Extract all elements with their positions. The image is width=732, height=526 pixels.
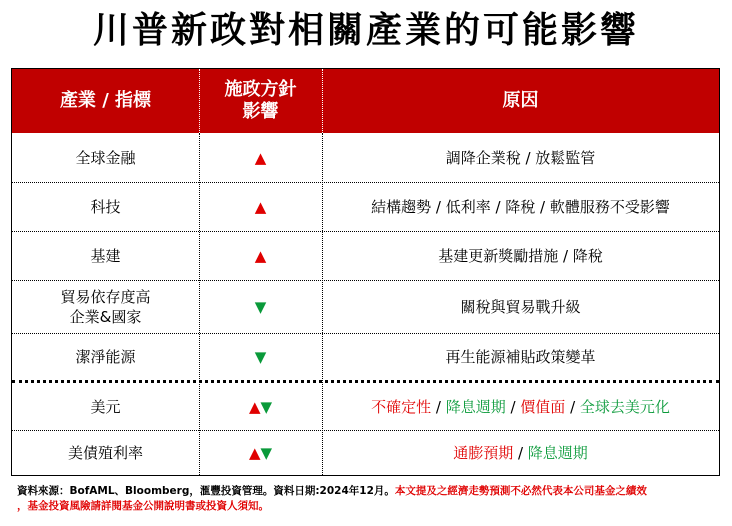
reason-separator: / <box>513 443 528 462</box>
header-divider <box>322 69 323 133</box>
impact-cell <box>199 182 322 231</box>
impact-cell <box>199 133 322 182</box>
reason-part: 全球去美元化 <box>579 397 670 416</box>
down-arrow-icon: ▼ <box>260 443 273 462</box>
up-arrow-icon: ▲ <box>254 197 267 216</box>
industry-cell: 全球金融 <box>75 148 136 167</box>
table-row <box>12 280 719 333</box>
impact-table <box>11 68 720 476</box>
industry-cell: 基建 <box>90 246 121 265</box>
reason-separator: / <box>505 397 521 416</box>
reason-separator: / <box>431 397 446 416</box>
table-row <box>12 333 719 380</box>
impact-cell <box>199 333 322 380</box>
industry-line2: 企業&國家 <box>69 307 142 326</box>
header-reason: 原因 <box>502 90 539 111</box>
table-row <box>12 182 719 231</box>
up-arrow-icon: ▲ <box>254 148 267 167</box>
reason-cell: 再生能源補貼政策變革 <box>445 347 596 366</box>
down-arrow-icon: ▼ <box>254 297 267 316</box>
reason-cell <box>322 430 719 475</box>
reason-part: 降息週期 <box>527 443 588 462</box>
table-row <box>12 430 719 475</box>
reason-separator: / <box>565 397 580 416</box>
reason-cell: 調降企業稅 / 放鬆監管 <box>445 148 596 167</box>
reason-cell: 關稅與貿易戰升級 <box>460 297 581 316</box>
footnote-disclaimer: 本文提及之經濟走勢預測不必然代表本公司基金之績效 <box>394 485 647 497</box>
reason-cell: 結構趨勢 / 低利率 / 降稅 / 軟體服務不受影響 <box>371 197 670 216</box>
up-arrow-icon: ▲ <box>248 397 261 416</box>
header-industry: 產業 / 指標 <box>59 90 152 111</box>
down-arrow-icon: ▼ <box>260 397 273 416</box>
industry-cell: 美債殖利率 <box>67 443 143 462</box>
down-arrow-icon: ▼ <box>254 347 267 366</box>
industry-cell <box>12 280 199 333</box>
reason-cell: 基建更新獎勵措施 / 降稅 <box>438 246 603 265</box>
impact-cell <box>199 383 322 430</box>
header-impact-line1: 施政方針 <box>224 79 297 100</box>
header-impact <box>199 69 322 133</box>
header-impact-line2: 影響 <box>242 101 279 122</box>
impact-cell <box>199 430 322 475</box>
impact-cell <box>199 280 322 333</box>
table-row <box>12 133 719 182</box>
header-divider <box>199 69 200 133</box>
up-arrow-icon: ▲ <box>248 443 261 462</box>
table-row <box>12 383 719 430</box>
footnote-source: 資料來源：BofAML、Bloomberg，滙豐投資管理。資料日期:2024年12月。 <box>17 485 395 497</box>
table-header <box>12 69 719 133</box>
page-title: 川普新政對相關產業的可能影響 <box>92 10 639 51</box>
industry-cell: 美元 <box>90 397 121 416</box>
footnote-disclaimer-line2: ，基金投資風險請詳閱基金公開說明書或投資人須知。 <box>17 500 269 512</box>
reason-part: 通膨預期 <box>453 443 514 462</box>
reason-part: 價值面 <box>520 397 566 416</box>
reason-part: 不確定性 <box>371 397 432 416</box>
reason-cell <box>322 383 719 430</box>
impact-cell <box>199 231 322 280</box>
table-row <box>12 231 719 280</box>
reason-part: 降息週期 <box>445 397 506 416</box>
up-arrow-icon: ▲ <box>254 246 267 265</box>
industry-cell: 科技 <box>90 197 121 216</box>
industry-line1: 貿易依存度高 <box>60 287 151 306</box>
industry-cell: 潔淨能源 <box>75 347 136 366</box>
footnote <box>17 484 722 514</box>
